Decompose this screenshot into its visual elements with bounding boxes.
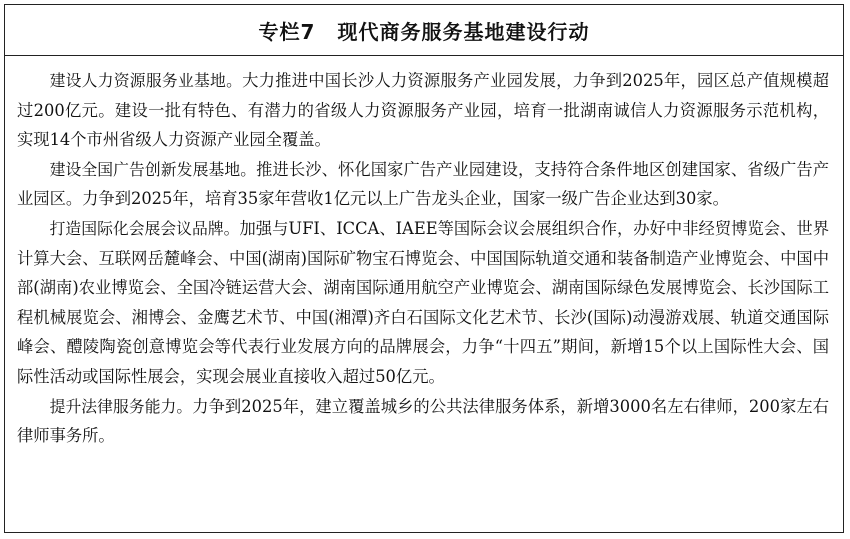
paragraph-lead: 打造国际化会展会议品牌。 [49, 218, 240, 238]
paragraph-lead: 建设全国广告创新发展基地。 [49, 159, 257, 179]
paragraph-body: 推进长沙、怀化国家广告产业园建设，支持符合条件地区创建国家、省级广告产业园区。力争到2025年，培育35家年营收1亿元以上广告龙头企业，国家一级广告企业达到30家。 [17, 159, 829, 209]
paragraph-body: 力争到2025年，建立覆盖城乡的公共法律服务体系，新增3000名左右律师，200家左右律师事务所。 [17, 396, 829, 446]
column-box [4, 4, 844, 533]
paragraph-lead: 提升法律服务能力。 [49, 396, 193, 416]
column-content [5, 56, 843, 451]
paragraph-advertising-base [17, 155, 829, 214]
paragraph-legal-services [17, 392, 829, 451]
column-title: 现代商务服务基地建设行动 [337, 19, 590, 44]
paragraph-hr-base [17, 66, 829, 155]
paragraph-body: 大力推进中国长沙人力资源服务产业园发展，力争到2025年，园区总产值规模超过200亿元。建设一批有特色、有潜力的省级人力资源服务产业园，培育一批湖南诚信人力资源服务示范机构，实现14个市州省级人力资源产业园全覆盖。 [17, 71, 829, 150]
paragraph-body: 加强与UFI、ICCA、IAEE等国际会议会展组织合作，办好中非经贸博览会、世界计算大会、互联网岳麓峰会、中国(湖南)国际矿物宝石博览会、中国国际轨道交通和装备制造产业博览会、中国中部(湖南)农业博览会、全国冷链运营大会、湖南国际通用航空产业博览会、湖南国际绿色发展博览会、长沙国际工程机械展览会、湘博会、金鹰艺术节、中国(湘潭)齐白石国际文化艺术节、长沙(国际)动漫游戏展、轨道交通国际峰会、醴陵陶瓷创意博览会等代表行业发展方向的品牌展会，力争“十四五”期间，新增15个以上国际性大会、国际性活动或国际性展会，实现会展业直接收入超过50亿元。 [17, 218, 829, 386]
column-label: 专栏7 [258, 19, 316, 44]
paragraph-lead: 建设人力资源服务业基地。 [49, 71, 243, 90]
paragraph-exhibition-brand [17, 214, 829, 392]
column-header [5, 5, 843, 56]
